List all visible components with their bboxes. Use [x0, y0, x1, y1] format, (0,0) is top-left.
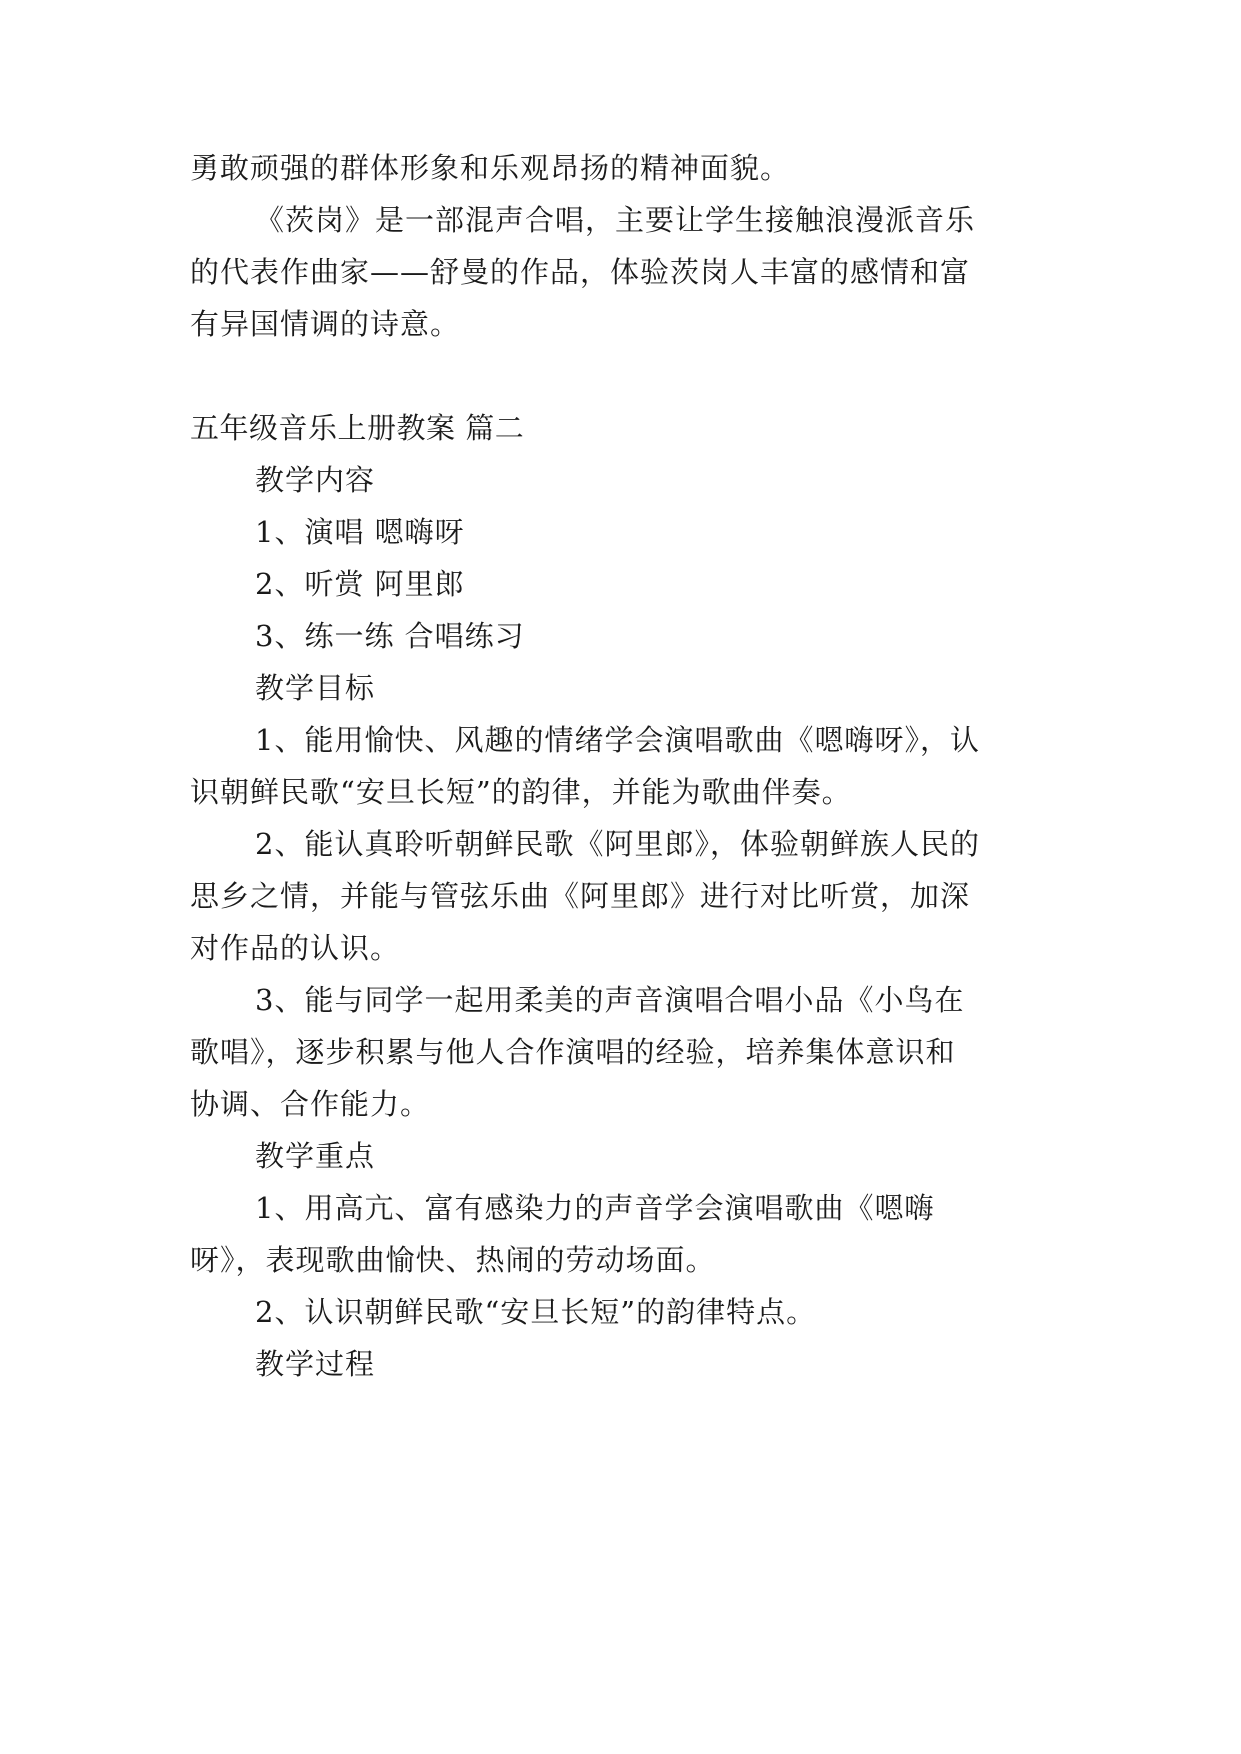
goal-3-line-1: 3、能与同学一起用柔美的声音演唱合唱小品《小鸟在: [255, 983, 965, 1017]
content-heading: 教学内容: [255, 463, 376, 497]
intro-paragraph-line-3: 有异国情调的诗意。: [190, 307, 461, 341]
intro-paragraph-line-1: 《茨岗》是一部混声合唱，主要让学生接触浪漫派音乐: [255, 203, 976, 237]
key-1-line-1: 1、用高亢、富有感染力的声音学会演唱歌曲《嗯嗨: [255, 1191, 935, 1225]
goal-2-line-3: 对作品的认识。: [190, 931, 401, 965]
key-1-line-2: 呀》，表现歌曲愉快、热闹的劳动场面。: [190, 1243, 716, 1277]
goal-2-line-1: 2、能认真聆听朝鲜民歌《阿里郎》，体验朝鲜族人民的: [255, 827, 980, 861]
goal-3-line-2: 歌唱》，逐步积累与他人合作演唱的经验，培养集体意识和: [190, 1035, 956, 1069]
content-item-1: 1、演唱 嗯嗨呀: [255, 515, 465, 549]
section-title: 五年级音乐上册教案 篇二: [190, 411, 525, 445]
intro-paragraph-line-2: 的代表作曲家——舒曼的作品，体验茨岗人丰富的感情和富: [190, 255, 971, 289]
content-item-2: 2、听赏 阿里郎: [255, 567, 465, 601]
intro-tail-line: 勇敢顽强的群体形象和乐观昂扬的精神面貌。: [190, 151, 791, 185]
process-heading: 教学过程: [255, 1347, 376, 1381]
key-heading: 教学重点: [255, 1139, 376, 1173]
goal-2-line-2: 思乡之情，并能与管弦乐曲《阿里郎》进行对比听赏，加深: [190, 879, 971, 913]
content-item-3: 3、练一练 合唱练习: [255, 619, 525, 653]
goal-1-line-1: 1、能用愉快、风趣的情绪学会演唱歌曲《嗯嗨呀》，认: [255, 723, 980, 757]
key-2-line: 2、认识朝鲜民歌“安旦长短”的韵律特点。: [255, 1295, 817, 1329]
goal-1-line-2: 识朝鲜民歌“安旦长短”的韵律，并能为歌曲伴奏。: [190, 775, 852, 809]
goal-3-line-3: 协调、合作能力。: [190, 1087, 431, 1121]
goals-heading: 教学目标: [255, 671, 376, 705]
